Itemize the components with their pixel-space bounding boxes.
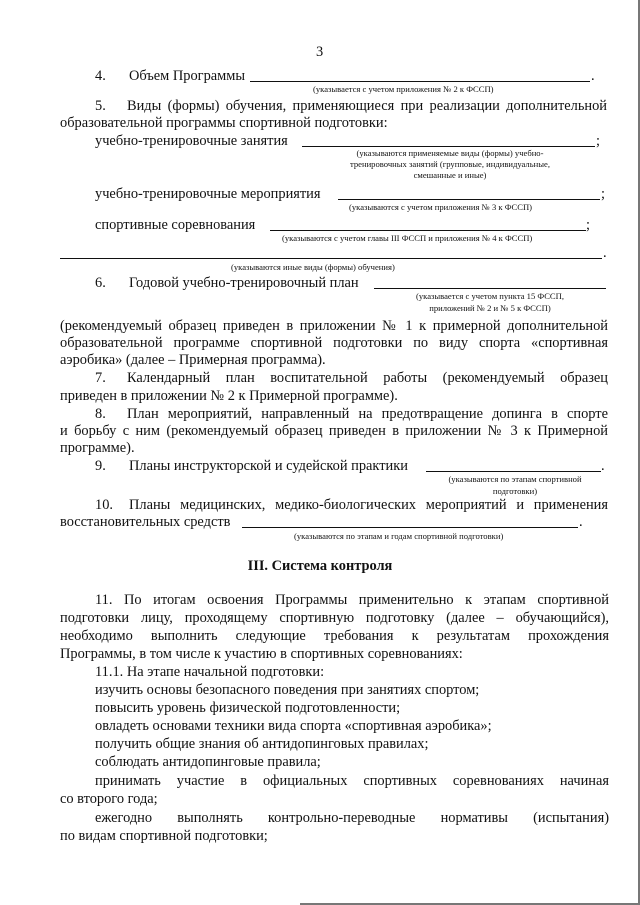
page-number: 3: [316, 44, 324, 60]
list-item: овладеть основами техники вида спорта «спортивная аэробика»;: [95, 718, 492, 734]
item10-note: (указываются по этапам и годам спортивной подготовки): [294, 531, 504, 541]
item10-number: 10.: [95, 497, 113, 513]
item6-label: Годовой учебно-тренировочный план: [129, 275, 359, 291]
item9-end: .: [601, 458, 605, 474]
item4-label: Объем Программы: [129, 68, 246, 84]
annual-line1: ежегодно выполнять контрольно-переводные нормативы (испытания): [95, 810, 609, 826]
participate-line1: принимать участие в официальных спортивных соревнованиях начиная: [95, 773, 609, 789]
item6-cont-3: аэробика» (далее – Примерная программа).: [60, 352, 326, 368]
events-fill-line: [338, 199, 600, 200]
item6-number: 6.: [95, 275, 106, 291]
item11-line2: подготовки лицу, проходящему спортивную подготовку (далее – обучающийся),: [60, 610, 609, 626]
item6-cont-2: образовательной программе спортивной подготовки по виду спорта «спортивная: [60, 335, 608, 351]
training-label: учебно-тренировочные занятия: [95, 133, 288, 149]
training-note-3: смешанные и иные): [413, 170, 487, 180]
item7-number: 7.: [95, 370, 106, 386]
training-fill-line: [302, 146, 595, 147]
item11-1-heading: 11.1. На этапе начальной подготовки:: [95, 664, 325, 680]
competitions-fill-line: [270, 230, 586, 231]
item5-number: 5.: [95, 98, 106, 114]
competitions-label: спортивные соревнования: [95, 217, 256, 233]
competitions-end: ;: [586, 217, 590, 233]
item8-number: 8.: [95, 406, 106, 422]
list-item: соблюдать антидопинговые правила;: [95, 754, 321, 770]
item11-line3: необходимо выполнить следующие требования к результатам прохождения: [60, 628, 609, 644]
item10-line1: Планы медицинских, медико-биологических мероприятий и применения: [129, 497, 608, 513]
item4-number: 4.: [95, 68, 106, 84]
item9-fill-line: [426, 471, 601, 472]
other-forms-note: (указываются иные виды (формы) обучения): [231, 262, 395, 272]
item8-line2: и борьбу с ним (рекомендуемый образец приведен в приложении № 3 к Примерной: [60, 423, 608, 439]
item4-end: .: [591, 68, 595, 84]
events-label: учебно-тренировочные мероприятия: [95, 186, 321, 202]
other-forms-fill-line: [60, 258, 602, 259]
training-note-1: (указываются применяемые виды (формы) учебно-: [356, 148, 544, 158]
item6-cont-1: (рекомендуемый образец приведен в приложении № 1 к примерной дополнительной: [60, 318, 608, 334]
item4-fill-line: [250, 81, 590, 82]
item10-fill-line: [242, 527, 578, 528]
events-end: ;: [601, 186, 605, 202]
list-item: изучить основы безопасного поведения при занятиях спортом;: [95, 682, 480, 698]
item9-number: 9.: [95, 458, 106, 474]
item7-line2: приведен в приложении № 2 к Примерной программе).: [60, 388, 398, 404]
item11-line1: 11. По итогам освоения Программы применительно к этапам спортивной: [95, 592, 609, 608]
annual-line2: по видам спортивной подготовки;: [60, 828, 268, 844]
item9-note-2: подготовки): [492, 486, 538, 496]
item6-note-2: приложений № 2 и № 5 к ФССП): [429, 303, 551, 313]
item4-note: (указывается с учетом приложения № 2 к ФССП): [313, 84, 494, 94]
item10-line2: восстановительных средств: [60, 514, 231, 530]
item6-fill-line: [374, 288, 606, 289]
item5-line2: образовательной программы спортивной подготовки:: [60, 115, 388, 131]
item8-line3: программе).: [60, 440, 135, 456]
item9-label: Планы инструкторской и судейской практики: [129, 458, 408, 474]
item10-end: .: [579, 514, 583, 530]
training-end: ;: [596, 133, 600, 149]
events-note: (указываются с учетом приложения № 3 к ФССП): [349, 202, 533, 212]
list-item: получить общие знания об антидопинговых правилах;: [95, 736, 429, 752]
item9-note-1: (указываются по этапам спортивной: [448, 474, 582, 484]
list-item: повысить уровень физической подготовленности;: [95, 700, 401, 716]
item5-line1: Виды (формы) обучения, применяющиеся при реализации дополнительной: [127, 98, 607, 114]
item7-line1: Календарный план воспитательной работы (рекомендуемый образец: [127, 370, 608, 386]
competitions-note: (указываются с учетом главы III ФССП и приложения № 4 к ФССП): [282, 233, 533, 243]
training-note-2: тренировочных занятий (групповые, индивидуальные,: [350, 159, 550, 169]
item6-note-1: (указывается с учетом пункта 15 ФССП,: [415, 291, 565, 301]
item11-line4: Программы, в том числе к участию в спортивных соревнованиях:: [60, 646, 463, 662]
section-title: III. Система контроля: [247, 558, 393, 574]
participate-line2: со второго года;: [60, 791, 158, 807]
item8-line1: План мероприятий, направленный на предотвращение допинга в спорте: [127, 406, 608, 422]
other-forms-end: .: [603, 245, 607, 261]
